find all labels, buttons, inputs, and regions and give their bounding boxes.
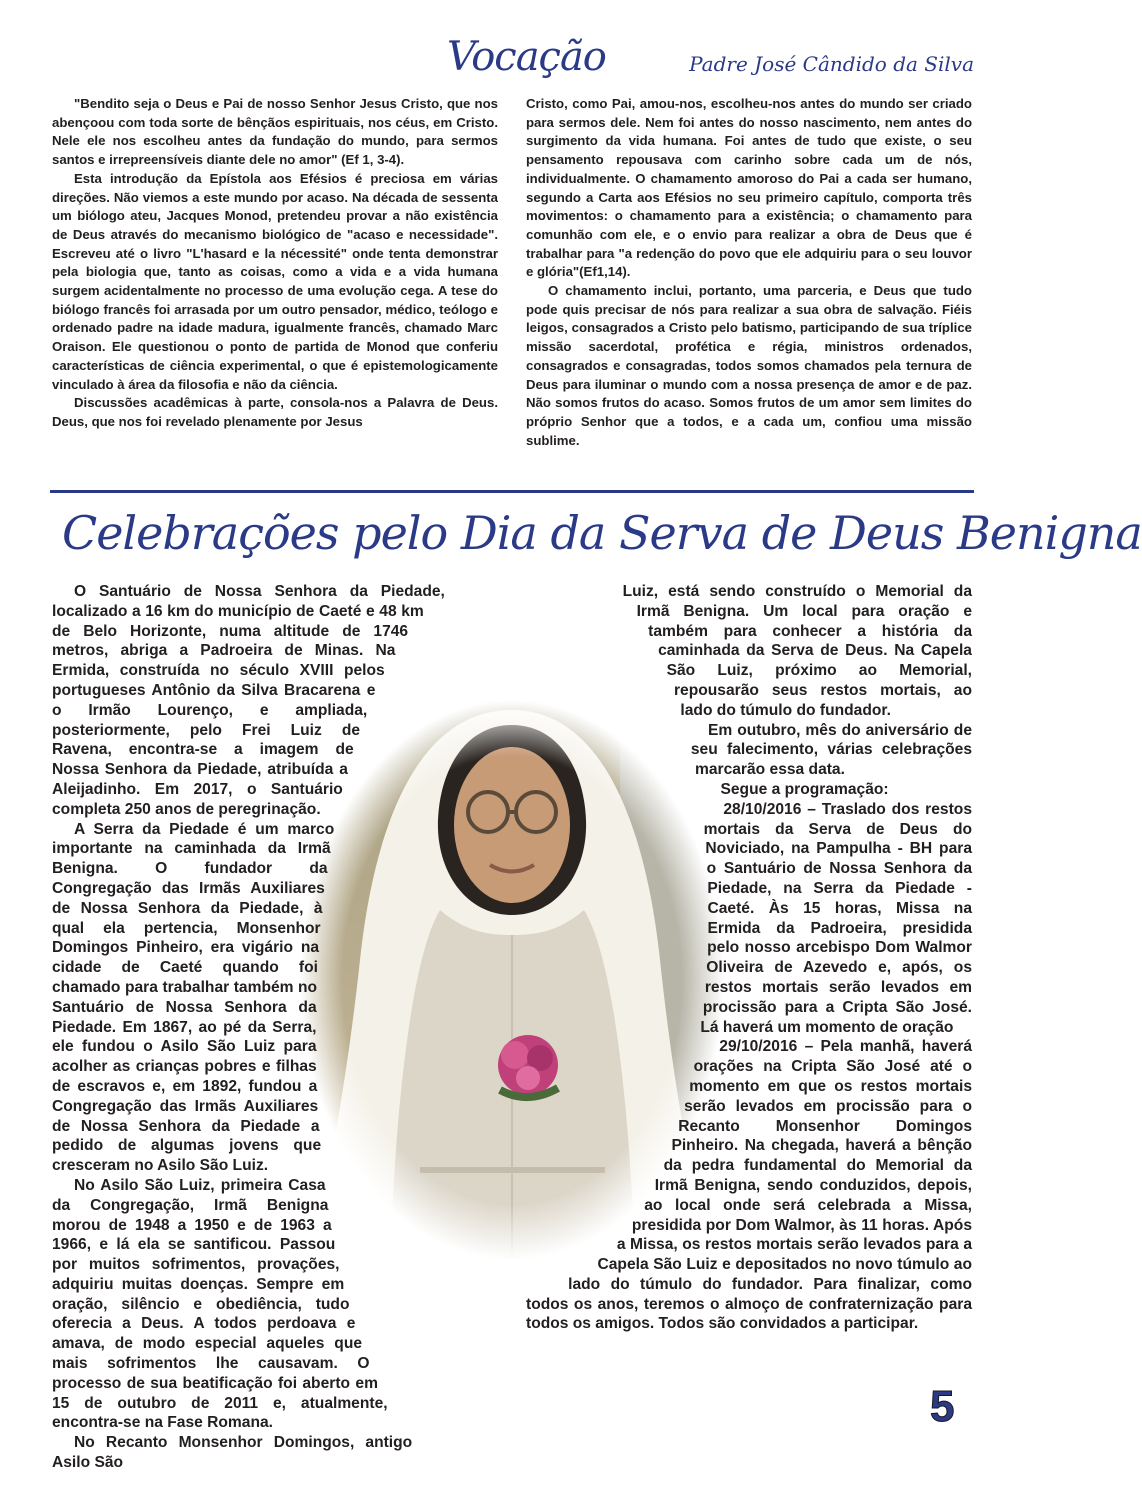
paragraph: Luiz, está sendo construído o Memorial da Irmã Benigna. Um local para oração e também para conhecer a história da caminhada da Serva de Deus. Na Capela São Luiz, próximo ao Memorial, repousarão seus restos mortais, ao lado do túmulo do fundador. <box>622 583 972 719</box>
paragraph: No Recanto Monsenhor Domingos, antigo Asilo São <box>52 1434 413 1472</box>
paragraph: Em outubro, mês do aniversário de seu falecimento, várias celebrações marcarão essa data. <box>690 721 972 779</box>
paragraph: Esta introdução da Epístola aos Efésios é preciosa em várias direções. Não viemos a este mundo por acaso. Na década de sessenta um biólogo ateu, Jacques Monod, pretendeu provar a não existência de Deus através do mecanismo biológico de "acaso e necessidade". Escreveu até o livro "L'hasard e la nécessité" onde tenta demonstrar pela biologia que, tanto as coisas, como a vida e a vida humana surgem acidentalmente no processo de uma evolução cega. A tese do biólogo francês foi arrasada por um outro pensador, médico, teólogo e ordenado padre na idade madura, igualmente francês, chamado Marc Oraison. Ele questionou o ponto de partida de Monod que conferiu características de ciência experimental, o que é epistemologicamente vinculado à área da filosofia e não da ciência. <box>52 170 498 392</box>
paragraph: O chamamento inclui, portanto, uma parceria, e Deus que tudo pode quis precisar de nós para realizar a sua obra de salvação. Fiéis leigos, consagrados a Cristo pelo batismo, participando de sua tríplice missão sacerdotal, profética e régia, ministros ordenados, consagrados e consagradas, todos somos chamados pela ternura de Deus para iluminar o mundo com a nossa presença de amor e de paz. Não somos frutos do acaso. Somos frutos de um amor sem limites do próprio Senhor que a todos, e a cada um, confiou uma missão sublime. <box>526 283 972 448</box>
paragraph: O Santuário de Nossa Senhora da Piedade, localizado a 16 km do município de Caeté e 48 km de Belo Horizonte, numa altitude de 1746 metros, abriga a Padroeira de Minas. Na Ermida, construída no século XVIII pelos portugueses Antônio da Silva Bracarena e o Irmão Lourenço, e ampliada, posteriormente, pelo Frei Luiz de Ravena, encontra-se a imagem de Nossa Senhora da Piedade, atribuída a Aleijadinho. Em 2017, o Santuário completa 250 anos de peregrinação. <box>52 583 445 818</box>
paragraph: Cristo, como Pai, amou-nos, escolheu-nos antes do mundo ser criado para sermos dele. Nem foi antes do nosso nascimento, nem antes do surgimento da vida humana. Foi antes de tudo que existe, o seu pensamento repousava com carinho sobre cada um de nós, individualmente. O chamamento amoroso do Pai a cada ser humano, segundo a Carta aos Efésios no seu primeiro capítulo, comporta três movimentos: o chamamento para a existência; o chamamento para comunhão com ele, e o envio para realizar a obra de Deus que é trabalhar para "a redenção do povo que ele adquiriu para o seu louvor e glória"(Ef1,14). <box>526 96 972 280</box>
paragraph: No Asilo São Luiz, primeira Casa da Congregação, Irmã Benigna morou de 1948 a 1950 e de 1963 a 1966, e lá ela se santificou. Passou por muitos sofrimentos, provações, adquiriu muitas doenças. Sempre em oração, silêncio e obediência, tudo oferecia a Deus. A todos perdoava e amava, de modo especial aqueles que mais sofrimentos lhe causavam. O processo de sua beatificação foi aberto em 15 de outubro de 2011 e, atualmente, encontra-se na Fase Romana. <box>52 1176 388 1432</box>
paragraph: A Serra da Piedade é um marco importante na caminhada da Irmã Benigna. O fundador da Congregação das Irmãs Auxiliares de Nossa Senhora da Piedade, à qual ela pertencia, Monsenhor Domingos Pinheiro, era vigário na cidade de Caeté quando foi chamado para trabalhar também no Santuário de Nossa Senhora da Piedade. Em 1867, ao pé da Serra, ele fundou o Asilo São Luiz para acolher as crianças pobres e filhas de escravos e, em 1892, fundou a Congregação das Irmãs Auxiliares de Nossa Senhora da Piedade a pedido de algumas jovens que cresceram no Asilo São Luiz. <box>52 820 335 1175</box>
article1-right-column <box>526 95 972 450</box>
article2-left-column <box>52 582 498 1487</box>
article2-right-column <box>526 582 972 1334</box>
article1-left-column <box>52 95 498 432</box>
paragraph: 28/10/2016 – Traslado dos restos mortais da Serva de Deus do Noviciado, na Pampulha - BH para o Santuário de Nossa Senhora da Piedade, na Serra da Piedade - Caeté. Às 15 horas, Missa na Ermida da Padroeira, presidida pelo nosso arcebispo Dom Walmor Oliveira de Azevedo e, após, os restos mortais serão levados em procissão para a Cripta São José. Lá haverá um momento de oração <box>700 800 972 1036</box>
paragraph: 29/10/2016 – Pela manhã, haverá orações na Cripta São José até o momento em que os restos mortais serão levados em procissão para o Recanto Monsenhor Domingos Pinheiro. Na chegada, haverá a bênção da pedra fundamental do Memorial da Irmã Benigna, sendo conduzidos, depois, ao local onde será celebrada a Missa, presidida por Dom Walmor, às 11 horas. Após a Missa, os restos mortais serão levados para a Capela São Luiz e depositados no novo túmulo ao lado do túmulo do fundador. Para finalizar, como todos os anos, teremos o almoço de confraternização para todos os amigos. Todos são convidados a participar. <box>526 1038 972 1333</box>
divider <box>50 490 974 493</box>
paragraph: Segue a programação: <box>720 780 889 798</box>
paragraph: "Bendito seja o Deus e Pai de nosso Senhor Jesus Cristo, que nos abençoou com toda sorte de bênçãos espirituais, nos céus, em Cristo. Nele ele nos escolheu antes da fundação do mundo, para sermos santos e irrepreensíveis diante dele no amor" (Ef 1, 3-4). <box>52 96 498 168</box>
page-number: 5 <box>930 1382 955 1431</box>
article-title: Celebrações pelo Dia da Serva de Deus Benigna <box>62 506 1142 560</box>
section-title: Vocação <box>447 34 606 80</box>
paragraph: Discussões acadêmicas à parte, consola-nos a Palavra de Deus. Deus, que nos foi revelado plenamente por Jesus <box>52 395 498 429</box>
author-name: Padre José Cândido da Silva <box>689 52 974 76</box>
